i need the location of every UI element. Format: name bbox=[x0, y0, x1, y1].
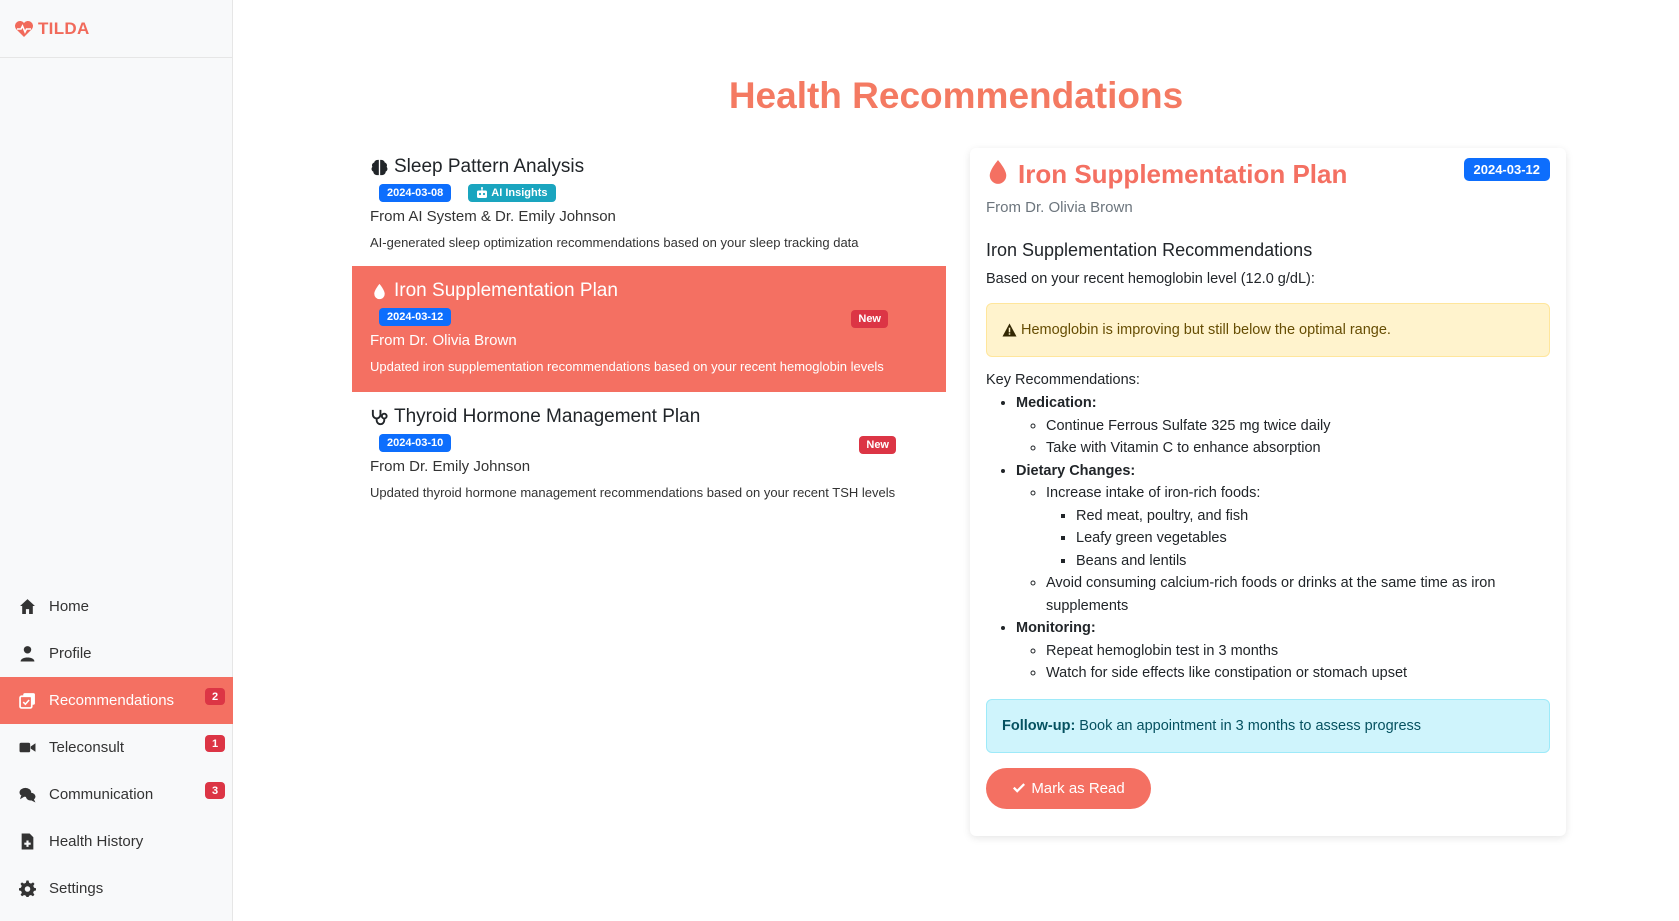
recommendation-card-sleep[interactable] bbox=[352, 146, 946, 266]
card-from: From AI System & Dr. Emily Johnson bbox=[370, 208, 616, 225]
sidebar-item-settings[interactable] bbox=[0, 865, 233, 912]
mark-as-read-button[interactable]: Mark as Read bbox=[986, 768, 1151, 809]
notification-badge: 1 bbox=[205, 735, 225, 752]
home-icon bbox=[18, 598, 36, 616]
video-icon bbox=[18, 739, 36, 757]
recommendation-list bbox=[352, 146, 946, 512]
recommendation-card-iron[interactable] bbox=[352, 266, 946, 392]
warning-alert: Hemoglobin is improving but still below the optimal range. bbox=[986, 303, 1550, 357]
list-item: • Dietary Changes: ◦ Increase intake of iron-rich foods: ▪ Red meat, poultry, and fish ▪ Leafy green vegetables ▪ Beans and lentils ◦ Avoid consuming calcium-rich foods or drinks at the same time as iron supplements bbox=[1016, 460, 1550, 618]
card-description: Updated iron supplementation recommendations based on your recent hemoglobin levels bbox=[370, 359, 884, 374]
warning-triangle-icon bbox=[1002, 323, 1017, 337]
sidebar-item-teleconsult[interactable] bbox=[0, 724, 233, 771]
card-from: From Dr. Olivia Brown bbox=[370, 332, 517, 349]
list-item: ◦ Continue Ferrous Sulfate 325 mg twice daily bbox=[1046, 415, 1550, 438]
ai-insights-badge: AI Insights bbox=[468, 184, 555, 202]
date-badge: 2024-03-08 bbox=[379, 184, 451, 202]
check-icon bbox=[1012, 781, 1026, 795]
recommendation-card-thyroid[interactable] bbox=[352, 392, 946, 512]
file-medical-icon bbox=[18, 833, 36, 851]
list-item: ◦ Avoid consuming calcium-rich foods or drinks at the same time as iron supplements bbox=[1046, 572, 1550, 617]
card-description: Updated thyroid hormone management recommendations based on your recent TSH levels bbox=[370, 485, 896, 500]
sidebar-item-label: Home bbox=[49, 598, 90, 615]
detail-title: Iron Supplementation Plan bbox=[1018, 158, 1348, 189]
droplet-icon bbox=[986, 159, 1010, 190]
detail-from: From Dr. Olivia Brown bbox=[986, 199, 1133, 216]
sidebar-item-health-history[interactable] bbox=[0, 818, 233, 865]
sidebar-item-label: Profile bbox=[49, 645, 92, 662]
card-title: Sleep Pattern Analysis bbox=[394, 156, 585, 177]
detail-based-on: Based on your recent hemoglobin level (12.0 g/dL): bbox=[986, 271, 1315, 287]
date-badge: 2024-03-10 bbox=[379, 434, 451, 452]
sidebar-item-label: Communication bbox=[49, 786, 154, 803]
sidebar-item-label: Recommendations bbox=[49, 692, 175, 709]
droplet-icon bbox=[370, 281, 390, 301]
card-title: Iron Supplementation Plan bbox=[394, 280, 618, 301]
sidebar bbox=[0, 0, 233, 921]
list-item: • Monitoring: ◦ Repeat hemoglobin test in 3 months ◦ Watch for side effects like constipation or stomach upset bbox=[1016, 617, 1550, 685]
card-from: From Dr. Emily Johnson bbox=[370, 458, 531, 475]
sidebar-item-home[interactable] bbox=[0, 583, 233, 630]
list-item: • Medication: ◦ Continue Ferrous Sulfate 325 mg twice daily ◦ Take with Vitamin C to enhance absorption bbox=[1016, 392, 1550, 460]
new-badge: New bbox=[859, 436, 896, 454]
user-icon bbox=[18, 645, 36, 663]
date-badge: 2024-03-12 bbox=[379, 308, 451, 326]
list-item: ▪ Leafy green vegetables bbox=[1076, 527, 1550, 550]
sidebar-item-label: Settings bbox=[49, 880, 104, 897]
recommendation-detail-panel bbox=[970, 148, 1566, 836]
sidebar-item-label: Health History bbox=[49, 833, 144, 850]
detail-subtitle: Iron Supplementation Recommendations bbox=[986, 240, 1313, 260]
recommendations-icon bbox=[18, 692, 36, 710]
sidebar-item-recommendations[interactable] bbox=[0, 677, 233, 724]
list-item: ▪ Red meat, poultry, and fish bbox=[1076, 505, 1550, 528]
heart-pulse-icon bbox=[14, 20, 34, 38]
key-recommendations-label: Key Recommendations: bbox=[986, 372, 1140, 388]
list-item: ◦ Increase intake of iron-rich foods: ▪ Red meat, poultry, and fish ▪ Leafy green vegetables ▪ Beans and lentils bbox=[1046, 482, 1550, 572]
sidebar-item-profile[interactable] bbox=[0, 630, 233, 677]
card-description: AI-generated sleep optimization recommendations based on your sleep tracking data bbox=[370, 235, 859, 250]
sidebar-item-communication[interactable] bbox=[0, 771, 233, 818]
new-badge: New bbox=[851, 310, 888, 328]
list-item: ◦ Repeat hemoglobin test in 3 months bbox=[1046, 640, 1550, 663]
page-title: Health Recommendations bbox=[728, 75, 1184, 116]
notification-badge: 3 bbox=[205, 782, 225, 799]
list-item: ◦ Watch for side effects like constipation or stomach upset bbox=[1046, 662, 1550, 685]
stethoscope-icon bbox=[370, 407, 390, 427]
brain-icon bbox=[370, 157, 390, 177]
robot-icon bbox=[476, 187, 488, 199]
chat-icon bbox=[18, 786, 36, 804]
card-title: Thyroid Hormone Management Plan bbox=[394, 406, 701, 427]
recommendation-list-items bbox=[1016, 392, 1550, 685]
notification-badge: 2 bbox=[205, 688, 225, 705]
followup-alert: Follow-up: Book an appointment in 3 months to assess progress bbox=[986, 699, 1550, 753]
list-item: ◦ Take with Vitamin C to enhance absorption bbox=[1046, 437, 1550, 460]
detail-date-badge: 2024-03-12 bbox=[1464, 158, 1551, 181]
brand-name: TILDA bbox=[38, 18, 90, 38]
gear-icon bbox=[18, 880, 36, 898]
sidebar-nav bbox=[0, 583, 233, 912]
brand-logo[interactable] bbox=[0, 0, 232, 58]
list-item: ▪ Beans and lentils bbox=[1076, 550, 1550, 573]
sidebar-item-label: Teleconsult bbox=[49, 739, 125, 756]
